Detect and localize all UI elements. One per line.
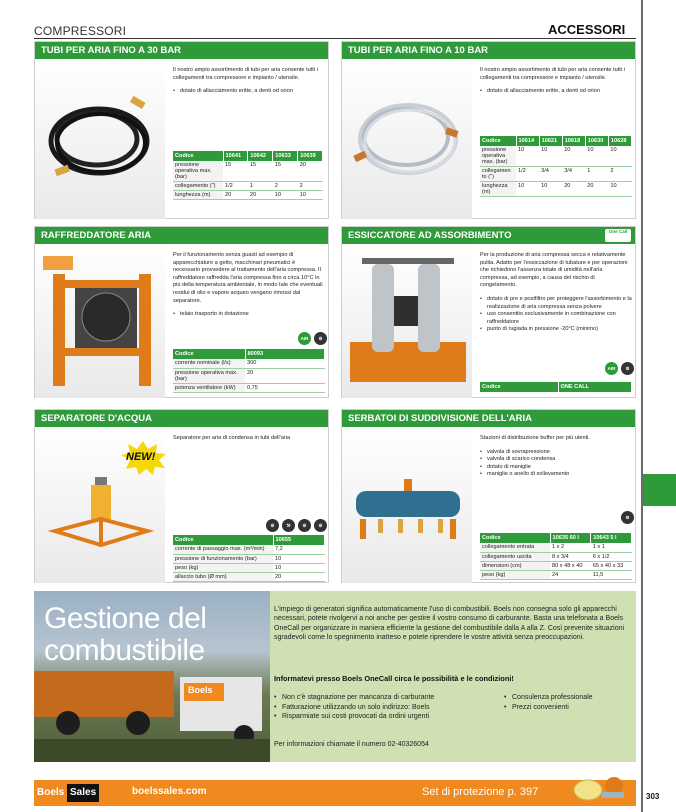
clear-hose-illustration — [342, 59, 472, 219]
bullet-item: • uso consentito esclusivamente in combinazione con raffreddatore — [480, 311, 632, 326]
card-separatore — [34, 409, 329, 583]
bullet-item: • dotato di allacciamento eritte, a denti od orion — [173, 88, 323, 96]
list-item: • Consulenza professionale — [504, 693, 593, 703]
card-description — [480, 252, 632, 334]
spec-table — [173, 535, 325, 582]
spec-table — [173, 151, 323, 200]
card-raffreddatore — [34, 226, 329, 398]
list-item: • Prezzi convenienti — [504, 703, 593, 713]
table-cell: allaccio tubo (Ø mm) — [173, 572, 273, 581]
table-cell: 65 x 40 x 33 — [591, 561, 632, 570]
table-cell: 10 — [516, 146, 539, 167]
promo-list-right — [504, 693, 593, 712]
promo-paragraph — [274, 605, 630, 643]
card-description — [480, 67, 630, 96]
table-row — [480, 167, 632, 182]
header-rule — [34, 38, 636, 39]
side-tab[interactable] — [643, 474, 676, 506]
side-rule — [641, 0, 643, 812]
table-cell: 7,2 — [273, 545, 325, 554]
table-header: 10621 — [539, 136, 562, 146]
table-cell: 20 — [273, 572, 325, 581]
black-hose-illustration — [35, 59, 165, 219]
table-cell: 20 — [562, 182, 585, 197]
promo-title — [44, 603, 206, 667]
table-cell: pressione operativa max. (bar) — [173, 161, 223, 182]
table-cell: 24 — [550, 570, 591, 579]
table-cell: 300 — [245, 359, 325, 368]
table-row — [480, 543, 632, 552]
description-text: Stazioni di distribuzione buffer per più utenti. — [480, 435, 590, 441]
description-text: Per il funzionamento senza guasti ad esempio di apparecchiature a getto, macchinari pneumatici è necessario provvedere al trattamento dell'aria compressa. Il raffreddatore raffredda l'aria compressa fino a circa 10°C in più della temperatura ambientale, in modo tale che eventuali residui di olio e vapore acqueo vengano rimossi dal separatore. — [173, 252, 323, 304]
onecall-tag-icon: One Call — [605, 229, 631, 242]
table-row — [173, 368, 325, 383]
table-cell: 3/4 — [562, 167, 585, 182]
spec-table — [480, 382, 632, 392]
tool-badge-icon: ⚒ — [282, 519, 295, 532]
table-cell: lunghezza (m) — [480, 182, 516, 197]
table-cell: 8 x 3/4 — [550, 552, 591, 561]
table-header: 10639 — [298, 151, 323, 161]
air-tank-illustration — [342, 427, 472, 583]
table-header: 80093 — [245, 349, 325, 359]
table-cell: 15 — [248, 161, 273, 182]
table-row — [173, 545, 325, 554]
footer-bar — [34, 780, 636, 806]
table-cell: 1 x 2 — [550, 543, 591, 552]
table-cell: 10 — [298, 191, 323, 200]
table-header: Codice — [480, 382, 558, 392]
table-row — [480, 146, 632, 167]
table-row — [173, 554, 325, 563]
air-cooler-illustration — [35, 244, 165, 398]
table-header: Codice — [480, 533, 550, 543]
table-row — [173, 383, 325, 392]
sales-logo: Sales — [67, 784, 99, 802]
table-cell: 2 — [298, 182, 323, 191]
description-text: Il nostro ampio assortimento di tubi per aria consente tutti i collegamenti tra compressore e impianto / utensile. — [173, 67, 318, 81]
card-title: TUBI PER ARIA FINO A 10 BAR — [342, 42, 635, 59]
promo-list-left — [274, 693, 434, 722]
gear-badge-icon: ⚙ — [621, 362, 634, 375]
table-cell: 0,75 — [245, 383, 325, 392]
table-header: Codice — [173, 349, 245, 359]
dryer-illustration — [342, 244, 472, 398]
card-serbatoi — [341, 409, 636, 583]
air-badge-icon: AIR — [298, 332, 311, 345]
bullet-item: • telaio trasporto in dotazione — [173, 311, 323, 319]
bullet-item: • dotato di pre e postfiltro per proteggere l'assorbimento e la realizzazione di aria compressa senza polvere — [480, 296, 632, 311]
table-header: 10655 — [273, 535, 325, 545]
card-tubi-10-bar — [341, 41, 636, 219]
footer-url-link[interactable]: boelssales.com — [132, 786, 207, 797]
table-header: 10635 60 l — [550, 533, 591, 543]
hose-image — [35, 59, 165, 219]
new-label: NEW! — [126, 451, 156, 463]
table-cell: 20 — [248, 191, 273, 200]
table-row — [480, 552, 632, 561]
description-text: Separatore per aria di condensa in tubi dell'aria — [173, 435, 291, 441]
truck-brand-label: Boels — [188, 685, 213, 695]
table-row — [173, 191, 323, 200]
table-header: 10614 — [516, 136, 539, 146]
promo-title-line2: combustibile — [44, 634, 205, 667]
table-cell: 30 — [298, 161, 323, 182]
card-title: RAFFREDDATORE ARIA — [35, 227, 328, 244]
card-title: SERBATOI DI SUDDIVISIONE DELL'ARIA — [342, 410, 635, 427]
table-header: Codice — [173, 535, 273, 545]
table-row — [480, 561, 632, 570]
bullet-item: • maniglie o anello di sollevamento — [480, 471, 630, 479]
table-cell: 10 — [273, 563, 325, 572]
promo-title-line1: Gestione del — [44, 602, 207, 635]
table-cell: pressione operativa max. (bar) — [480, 146, 516, 167]
table-cell: 1 x 1 — [591, 543, 632, 552]
tank-image — [342, 427, 472, 583]
table-cell: corrente nominale (l/s) — [173, 359, 245, 368]
table-cell: potenza ventilatore (kW) — [173, 383, 245, 392]
description-text: Per la produzione di aria compressa secca e relativamente pulita. Adatto per l'essiccazione di tubature e per operazioni che richiedono l'assenza totale di umidità nell'aria compressa, ad esempio, a causa del rischio di congelamento. — [480, 252, 628, 289]
cooler-image — [35, 244, 165, 398]
table-cell: 3/4 — [539, 167, 562, 182]
spec-table — [173, 349, 325, 393]
table-cell: 1/2 — [223, 182, 248, 191]
card-title: SEPARATORE D'ACQUA — [35, 410, 328, 427]
card-tubi-30-bar — [34, 41, 329, 219]
table-cell: dimensioni (cm) — [480, 561, 550, 570]
gear-badge-icon: ⚙ — [314, 519, 327, 532]
table-cell: 1 — [585, 167, 608, 182]
list-item: • Non c'è stagnazione per mancanza di carburante — [274, 693, 434, 703]
table-cell: 6 x 1/2 — [591, 552, 632, 561]
table-cell: collegamento entrata — [480, 543, 550, 552]
table-cell: 2 — [273, 182, 298, 191]
card-description — [173, 67, 323, 96]
table-cell: lunghezza (m) — [173, 191, 223, 200]
table-cell: collegamento uscita — [480, 552, 550, 561]
bullet-item: • punto di rugiada in pressione -20°C (minimo) — [480, 326, 632, 334]
table-cell: 1 — [248, 182, 273, 191]
table-cell: 10 — [273, 554, 325, 563]
table-cell: collegamento (") — [173, 182, 223, 191]
table-row — [173, 572, 325, 581]
table-cell: 10 — [585, 146, 608, 167]
table-cell: 15 — [223, 161, 248, 182]
gear-badge-icon: ⚙ — [266, 519, 279, 532]
promo-contact: Per informazioni chiamate il numero 02-40326054 — [274, 741, 429, 748]
spec-table — [480, 533, 632, 580]
table-cell: 20 — [223, 191, 248, 200]
list-item: • Fatturazione utilizzando un solo indirizzo: Boels — [274, 703, 434, 713]
table-cell: 10 — [539, 146, 562, 167]
bullet-item: • dotato di maniglie — [480, 464, 630, 472]
table-header: 10633 — [273, 151, 298, 161]
card-description — [173, 252, 323, 319]
card-essiccatore — [341, 226, 636, 398]
table-cell: 10 — [273, 191, 298, 200]
table-cell: 10 — [539, 182, 562, 197]
table-cell: 20 — [585, 182, 608, 197]
boels-logo: Boels — [34, 784, 67, 802]
protection-set-icon — [566, 772, 630, 802]
header-section: COMPRESSORI — [34, 24, 127, 38]
table-cell: 10 — [516, 182, 539, 197]
table-row — [173, 182, 323, 191]
promo-callout: Informatevi presso Boels OneCall circa le possibilità e le condizioni! — [274, 674, 514, 683]
header-category: ACCESSORI — [548, 22, 626, 37]
table-cell: 10 — [608, 146, 631, 167]
gear-badge-icon: ⚙ — [621, 511, 634, 524]
table-cell: pressione operativa max. (bar) — [173, 368, 245, 383]
table-header: Codice — [173, 151, 223, 161]
table-header: 10628 — [608, 136, 631, 146]
table-cell: peso (kg) — [480, 570, 550, 579]
air-badge-icon: AIR — [605, 362, 618, 375]
table-header: ONE CALL — [558, 382, 632, 392]
table-row — [173, 161, 323, 182]
gear-badge-icon: ⚙ — [298, 519, 311, 532]
table-header: 10618 — [562, 136, 585, 146]
table-cell: 2 — [608, 167, 631, 182]
card-title: TUBI PER ARIA FINO A 30 BAR — [35, 42, 328, 59]
table-cell: peso (kg) — [173, 563, 273, 572]
table-header: 10641 — [223, 151, 248, 161]
promo-banner — [34, 591, 636, 762]
page-number: 303 — [646, 792, 660, 801]
table-header: 10630 — [585, 136, 608, 146]
list-item: • Risparmiate sui costi provocati da ordini urgenti — [274, 712, 434, 722]
table-row — [173, 359, 325, 368]
promo-paragraph-text: L'impiego di generatori significa automaticamente l'uso di combustibili. Boels non consegna solo gli apparecchi necessari, potete rivolgervi a noi anche per gestire il vostro consumo di carburante. Basta una telefonata a Boels OneCall per organizzare in maniera efficiente la gestione del combustibile dalla A alla Z. Così prevenite situazioni sgradevoli come lo spegnimento inatteso e potete riprendere le vostre attività senza preoccupazioni. — [274, 606, 625, 642]
footer-ppe-reference: Set di protezione p. 397 — [422, 786, 539, 798]
table-cell: collegamen to (") — [480, 167, 516, 182]
card-title — [342, 227, 635, 244]
spec-table — [480, 136, 632, 197]
table-row — [480, 570, 632, 579]
description-text: Il nostro ampio assortimento di tubi per aria consente tutti i collegamenti tra compressore e impianto / utensile. — [480, 67, 625, 81]
table-cell: 10 — [608, 182, 631, 197]
table-row — [480, 182, 632, 197]
table-cell: corrente di passaggio max. (m³/min) — [173, 545, 273, 554]
card-title-text: ESSICCATORE AD ASSORBIMENTO — [348, 230, 512, 241]
card-description — [173, 435, 323, 443]
table-header: Codice — [480, 136, 516, 146]
table-cell: 80 x 48 x 40 — [550, 561, 591, 570]
table-cell: 10 — [562, 146, 585, 167]
gear-badge-icon: ⚙ — [314, 332, 327, 345]
hose-image — [342, 59, 472, 219]
table-header: 10642 — [248, 151, 273, 161]
table-row — [173, 563, 325, 572]
table-cell: 1/2 — [516, 167, 539, 182]
table-cell: 20 — [245, 368, 325, 383]
table-cell: 15 — [273, 161, 298, 182]
table-cell: pressione di funzionamento (bar) — [173, 554, 273, 563]
table-header: 10643 5 l — [591, 533, 632, 543]
table-cell: 11,5 — [591, 570, 632, 579]
bullet-item: • valvola di scarico condensa — [480, 456, 630, 464]
dryer-image — [342, 244, 472, 398]
card-description — [480, 435, 630, 479]
bullet-item: • valvola di sovrapressione — [480, 449, 630, 457]
bullet-item: • dotato di allacciamento eritte, a denti od orion — [480, 88, 630, 96]
